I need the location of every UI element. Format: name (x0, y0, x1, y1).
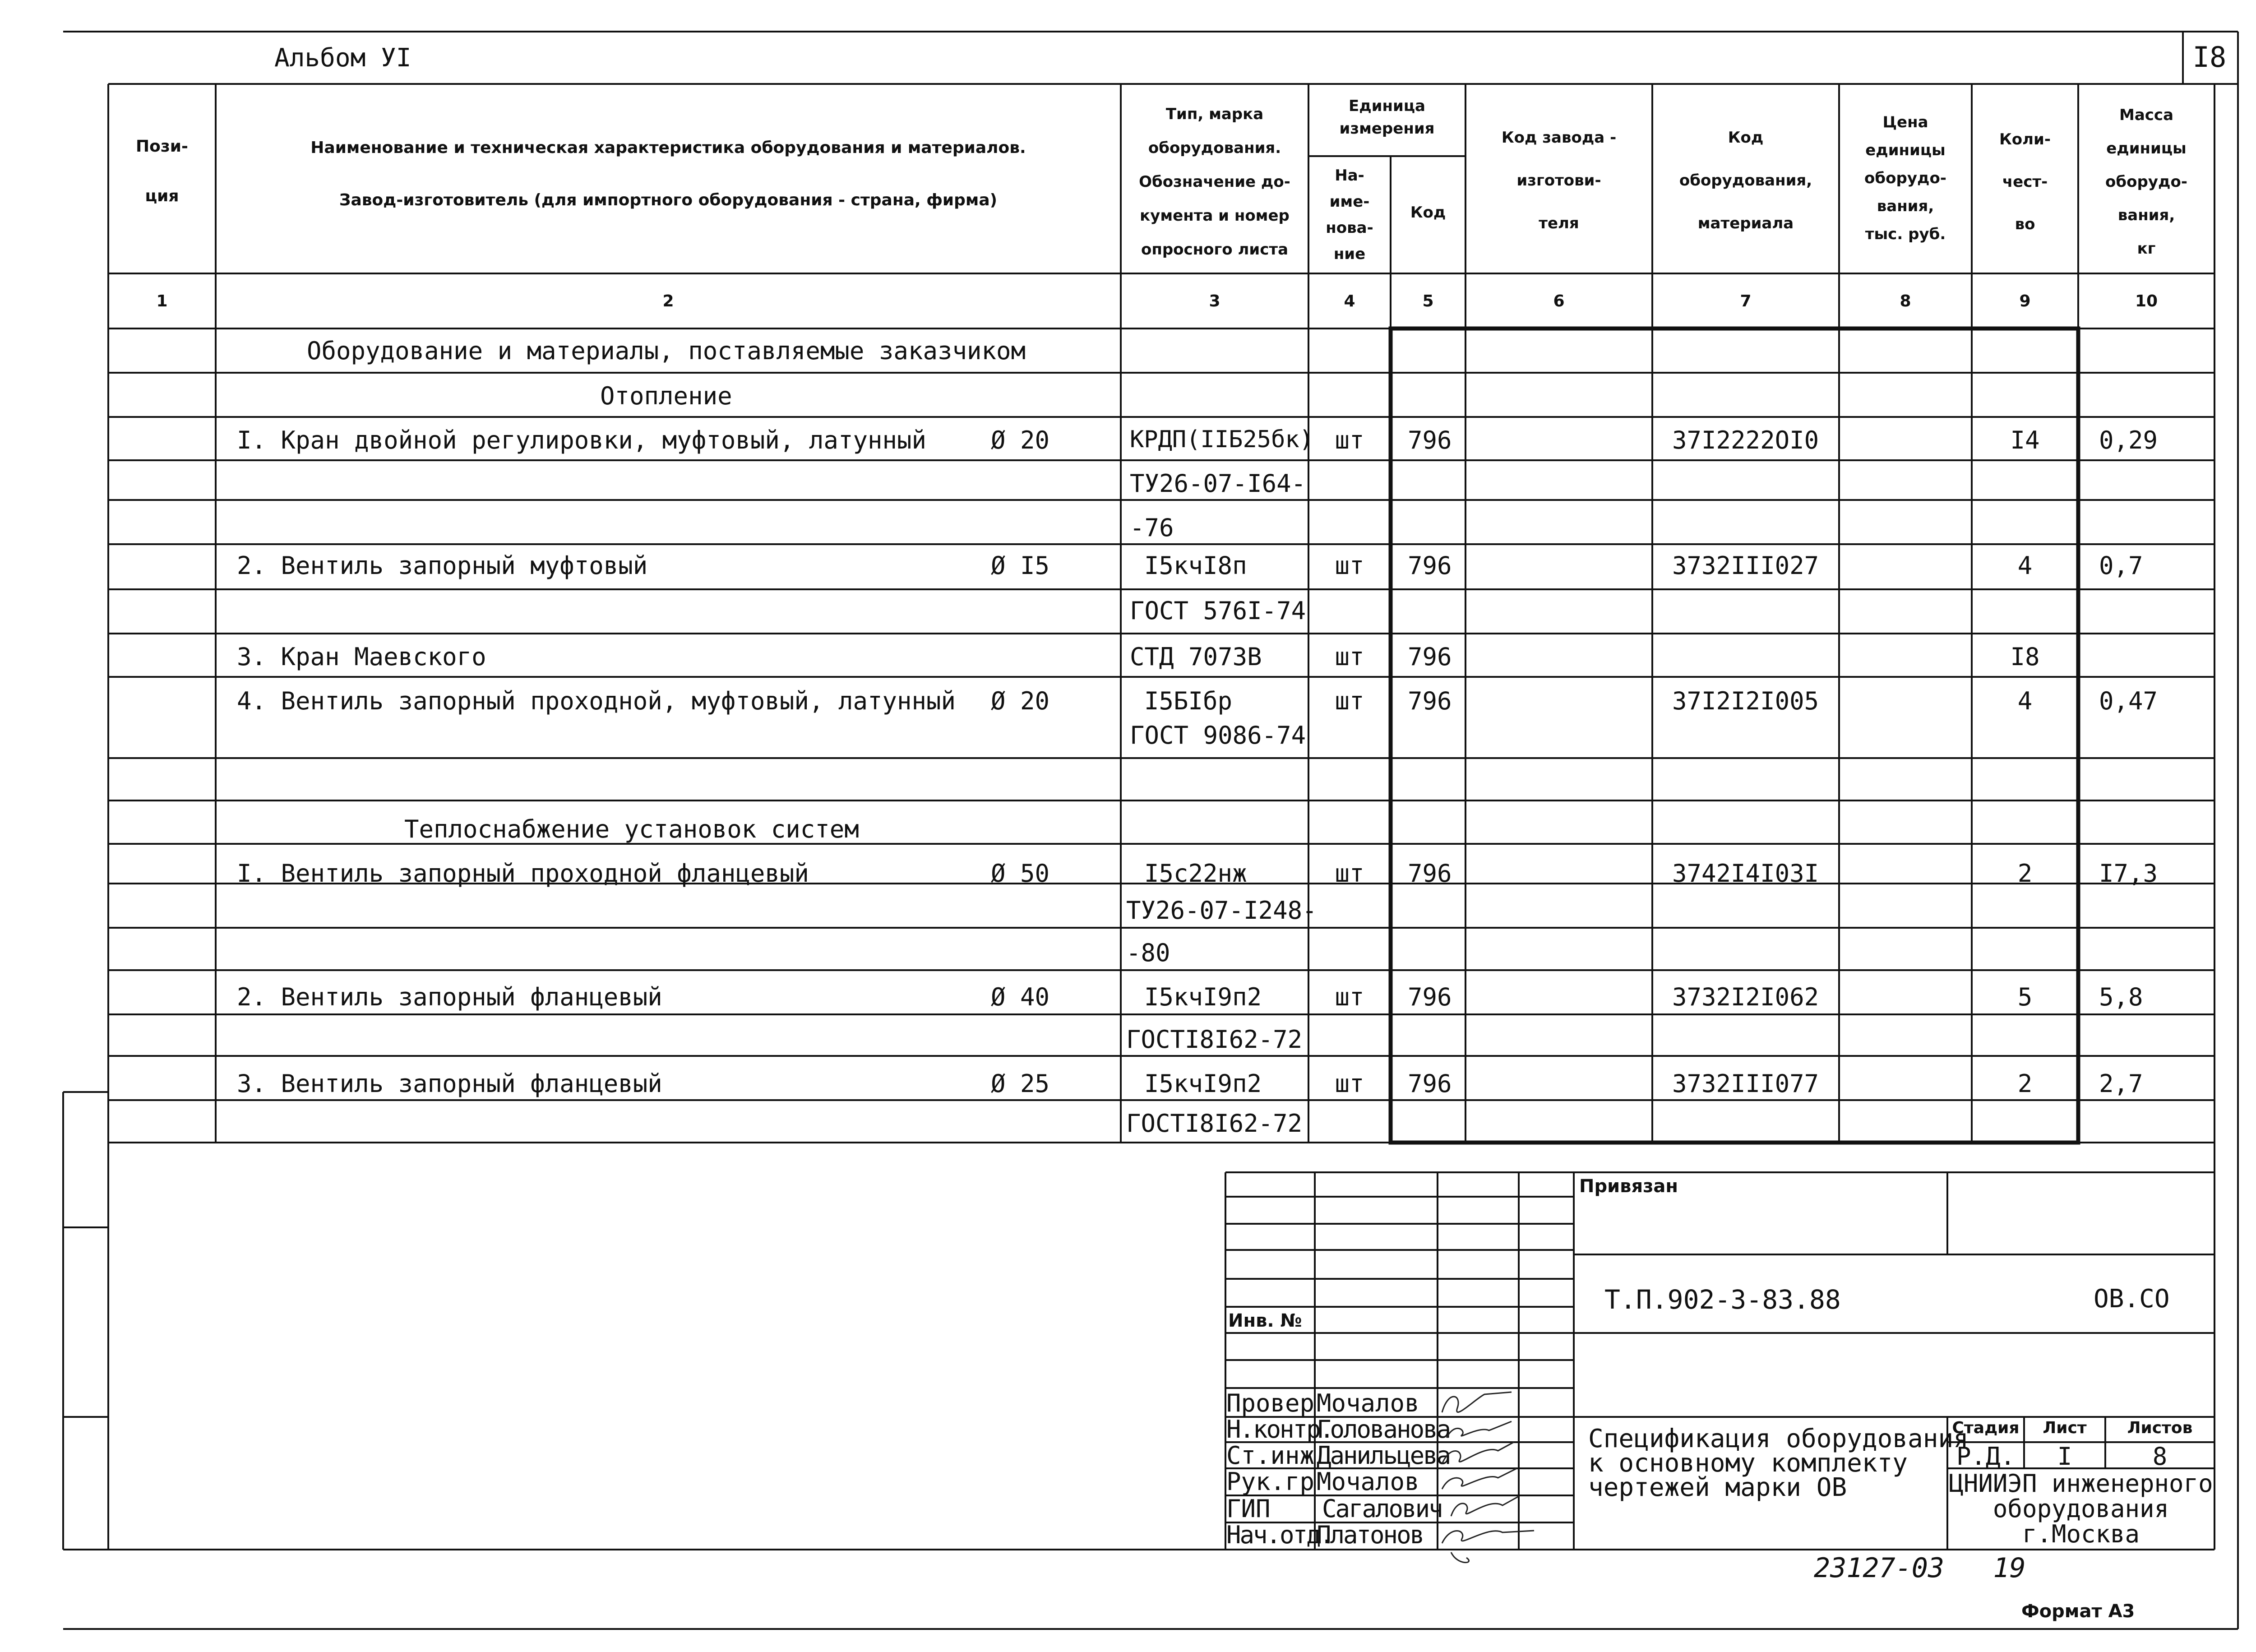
col4-header-line: нова- (1326, 219, 1373, 237)
signer-name: Платонов (1317, 1521, 1424, 1549)
role-label: Рук.гр (1226, 1467, 1315, 1496)
item-quantity: I8 (2010, 643, 2040, 671)
col1-header-line: ция (145, 187, 179, 205)
sheet-title (1588, 1424, 1969, 1502)
item-mass: 0,7 (2099, 551, 2143, 580)
item-unit-code: 796 (1408, 426, 1452, 454)
signer-name: Мочалов (1317, 1467, 1419, 1496)
item-type: I5кчI9п2 (1144, 1069, 1262, 1098)
item-name: 2. Вентиль запорный муфтовый (237, 551, 648, 580)
drawing-mark: ОВ.СО (2094, 1284, 2170, 1314)
col-number: 5 (1422, 292, 1434, 310)
sheet-value: I (2057, 1442, 2072, 1471)
sheet-title-line: к основному комплекту (1588, 1448, 1908, 1478)
col8-header-line: оборудо- (1864, 169, 1946, 187)
item-unit-code: 796 (1408, 551, 1452, 580)
col3-header (1121, 97, 1308, 267)
item-type: СТД 7073В (1130, 643, 1262, 671)
item-unit: шт (1335, 643, 1364, 671)
item-quantity: 2 (2017, 1069, 2033, 1098)
section-heading: Отопление (600, 382, 732, 410)
col2-header-line1: Наименование и техническая характеристика оборудования и материалов. (310, 139, 1026, 157)
item-diameter: Ø 20 (991, 687, 1050, 715)
item-material-code: 3732III077 (1672, 1069, 1819, 1098)
col-number: 7 (1740, 292, 1752, 310)
bound-label: Привязан (1579, 1176, 1678, 1197)
sheet-label: Лист (2043, 1419, 2087, 1437)
item-unit: шт (1335, 983, 1364, 1011)
col6-header-line: теля (1539, 214, 1579, 232)
archive-stamp: 23127-03 19 (1814, 1552, 2026, 1584)
item-quantity: 2 (2017, 859, 2033, 888)
col4-header-line: На- (1335, 167, 1364, 185)
item-mass: 0,29 (2099, 426, 2158, 454)
item-unit: шт (1335, 551, 1364, 580)
organization (1947, 1471, 2214, 1547)
signer-name: Мочалов (1317, 1389, 1419, 1417)
role-label: Нач.отд. (1226, 1521, 1333, 1549)
col7-header-line: оборудования, (1679, 171, 1812, 190)
col10-header-line: вания, (2117, 206, 2175, 224)
unit-group-header (1308, 95, 1465, 140)
role-label: ГИП (1226, 1495, 1271, 1523)
role-label: Н.контр. (1226, 1415, 1333, 1444)
col-number: 10 (2135, 292, 2158, 310)
organization-line: ЦНИИЭП инженерного (1949, 1469, 2213, 1498)
item-mass: 2,7 (2099, 1069, 2143, 1098)
item-unit-code: 796 (1408, 859, 1452, 888)
col7-header (1652, 116, 1839, 245)
item-type: I5БIбр (1144, 687, 1233, 715)
col-number: 3 (1209, 292, 1220, 310)
col4-header-line: име- (1329, 193, 1370, 211)
item-name: 3. Кран Маевского (237, 643, 486, 671)
item-material-code: 3732III027 (1672, 551, 1819, 580)
col4-header-line: ние (1333, 245, 1366, 263)
item-quantity: I4 (2010, 426, 2040, 454)
item-diameter: Ø 20 (991, 426, 1050, 454)
sheet-title-line: Спецификация оборудования (1588, 1424, 1969, 1453)
col8-header-line: тыс. руб. (1865, 225, 1946, 243)
item-quantity: 4 (2017, 687, 2033, 715)
col10-header-line: единицы (2106, 139, 2187, 157)
item-type: КРДП(IIБ25бк) (1130, 426, 1313, 453)
sheet-number: I8 (2192, 41, 2227, 74)
item-unit: шт (1335, 1069, 1364, 1098)
col7-header-line: материала (1697, 214, 1794, 232)
col9-header (1972, 118, 2078, 245)
col9-header-line: Коли- (1999, 130, 2051, 148)
item-unit: шт (1335, 687, 1364, 715)
role-label: Провер (1226, 1389, 1315, 1417)
role-label: Ст.инж (1226, 1441, 1315, 1470)
unit-group-header-line: измерения (1339, 120, 1435, 138)
col-number: 9 (2019, 292, 2031, 310)
col-number: 4 (1344, 292, 1355, 310)
item-unit-code: 796 (1408, 983, 1452, 1011)
col3-header-line: кумента и номер (1140, 207, 1290, 225)
item-name: 4. Вентиль запорный проходной, муфтовый, латунный (237, 687, 956, 715)
item-document: -80 (1126, 939, 1170, 967)
col8-header-line: единицы (1865, 141, 1946, 159)
col-number: 1 (156, 292, 168, 310)
col8-header (1839, 108, 1972, 248)
stage-value: Р.Д. (1956, 1442, 2016, 1471)
item-document: ГОСТ 9086-74 (1130, 721, 1306, 750)
item-unit: шт (1335, 859, 1364, 888)
item-mass: 0,47 (2099, 687, 2158, 715)
item-document: ГОСТI8I62-72 (1126, 1025, 1303, 1054)
item-mass: I7,3 (2099, 859, 2158, 888)
section-heading: Теплоснабжение установок систем (404, 815, 859, 843)
item-material-code: 3732I2I062 (1672, 983, 1819, 1011)
col3-header-line: опросного листа (1141, 241, 1289, 259)
document-code: Т.П.902-3-83.88 (1604, 1284, 1841, 1315)
section-heading: Оборудование и материалы, поставляемые заказчиком (307, 337, 1026, 365)
paper-format: Формат А3 (2021, 1601, 2135, 1622)
col-number: 8 (1900, 292, 1911, 310)
item-unit-code: 796 (1408, 1069, 1452, 1098)
col6-header-line: Код завода - (1501, 129, 1617, 147)
unit-group-header-line: Единица (1349, 97, 1425, 115)
inventory-number-label: Инв. № (1228, 1310, 1302, 1331)
item-type: I5кчI9п2 (1144, 983, 1262, 1011)
sheet-title-line: чертежей марки ОВ (1588, 1473, 1847, 1502)
col9-header-line: во (2015, 215, 2035, 233)
col-number: 6 (1553, 292, 1565, 310)
item-diameter: Ø 50 (991, 859, 1050, 888)
col-number: 2 (662, 292, 674, 310)
item-name: 3. Вентиль запорный фланцевый (237, 1069, 662, 1098)
col1-header (108, 122, 216, 221)
item-diameter: Ø 40 (991, 983, 1050, 1011)
item-name: 2. Вентиль запорный фланцевый (237, 983, 662, 1011)
col6-header-line: изготови- (1516, 171, 1601, 190)
item-unit-code: 796 (1408, 643, 1452, 671)
item-mass: 5,8 (2099, 983, 2143, 1011)
item-material-code: 37I2I2I005 (1672, 687, 1819, 715)
item-quantity: 5 (2017, 983, 2033, 1011)
col4-header (1308, 162, 1391, 267)
col10-header-line: Масса (2119, 106, 2174, 124)
item-diameter: Ø I5 (991, 551, 1050, 580)
col9-header-line: чест- (2002, 173, 2048, 191)
item-material-code: 3742I4I03I (1672, 859, 1819, 888)
col5-header: Код (1410, 204, 1446, 222)
item-type: I5с22нж (1144, 859, 1247, 888)
item-document: ГОСТ 576I-74 (1130, 597, 1306, 625)
sheets-label: Листов (2127, 1419, 2193, 1437)
item-document: ГОСТI8I62-72 (1126, 1109, 1303, 1138)
col7-header-line: Код (1728, 129, 1764, 147)
item-name: I. Кран двойной регулировки, муфтовый, латунный (237, 426, 927, 454)
col3-header-line: Обозначение до- (1139, 173, 1290, 191)
item-document: ТУ26-07-I64- (1130, 469, 1306, 498)
album-label: Альбом УI (274, 43, 411, 73)
item-document: -76 (1130, 514, 1174, 542)
col3-header-line: Тип, марка (1165, 105, 1264, 123)
organization-line: г.Москва (2022, 1520, 2140, 1548)
stage-label: Стадия (1952, 1419, 2020, 1437)
item-quantity: 4 (2017, 551, 2033, 580)
col3-header-line: оборудования. (1148, 139, 1281, 157)
item-unit-code: 796 (1408, 687, 1452, 715)
item-type: I5кчI8п (1144, 551, 1247, 580)
signer-name: Данильцева (1317, 1441, 1450, 1470)
signer-name: Сагалович (1322, 1495, 1442, 1523)
col10-header-line: оборудо- (2105, 173, 2187, 191)
col8-header-line: Цена (1882, 113, 1928, 131)
item-unit: шт (1335, 426, 1364, 454)
item-diameter: Ø 25 (991, 1069, 1050, 1098)
col8-header-line: вания, (1877, 197, 1934, 215)
organization-line: оборудования (1992, 1495, 2169, 1523)
col6-header (1465, 116, 1652, 245)
item-document: ТУ26-07-I248- (1126, 896, 1317, 925)
col2-header-line2: Завод-изготовитель (для импортного оборудования - страна, фирма) (339, 191, 998, 209)
item-name: I. Вентиль запорный проходной фланцевый (237, 859, 809, 888)
col10-header (2078, 98, 2214, 265)
col10-header-line: кг (2137, 240, 2156, 258)
signer-name: Голованова (1317, 1415, 1450, 1444)
col1-header-line: Пози- (136, 137, 188, 156)
item-material-code: 37I2222OI0 (1672, 426, 1819, 454)
sheets-value: 8 (2152, 1442, 2168, 1471)
